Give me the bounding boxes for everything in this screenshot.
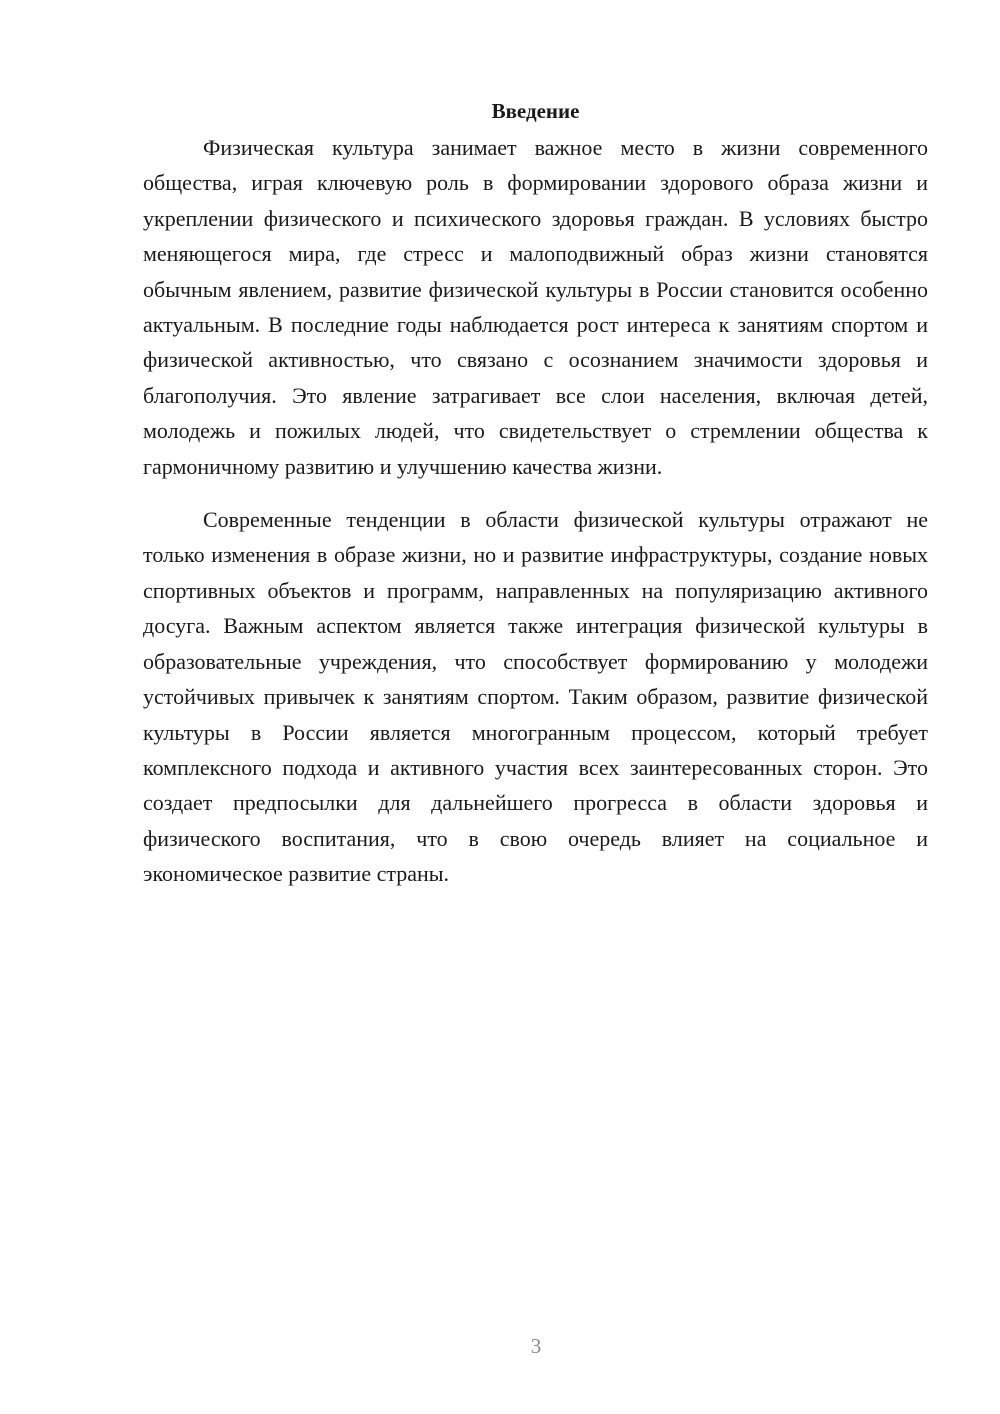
section-heading: Введение <box>491 99 580 123</box>
paragraph-intro: Физическая культура занимает важное место в жизни современного общества, играя ключевую роль в формировании здорового образа жизни и укреплении физического и психического здоровья граждан. В условиях быстро меняющегося мира, где стресс и малоподвижный образ жизни становятся обычным явлением, развитие физической культуры в России становится особенно актуальным. В последние годы наблюдается рост интереса к занятиям спортом и физической активностью, что связано с осознанием значимости здоровья и благополучия. Это явление затрагивает все слои населения, включая детей, молодежь и пожилых людей, что свидетельствует о стремлении общества к гармоничному развитию и улучшению качества жизни. <box>143 135 928 479</box>
paragraph-trends: Современные тенденции в области физической культуры отражают не только изменения в образе жизни, но и развитие инфраструктуры, создание новых спортивных объектов и программ, направленных на популяризацию активного досуга. Важным аспектом является также интеграция физической культуры в образовательные учреждения, что способствует формированию у молодежи устойчивых привычек к занятиям спортом. Таким образом, развитие физической культуры в России является многогранным процессом, который требует комплексного подхода и активного участия всех заинтересованных сторон. Это создает предпосылки для дальнейшего прогресса в области здоровья и физического воспитания, что в свою очередь влияет на социальное и экономическое развитие страны. <box>143 507 928 887</box>
page-number: 3 <box>530 1334 542 1358</box>
page-body <box>143 96 928 892</box>
